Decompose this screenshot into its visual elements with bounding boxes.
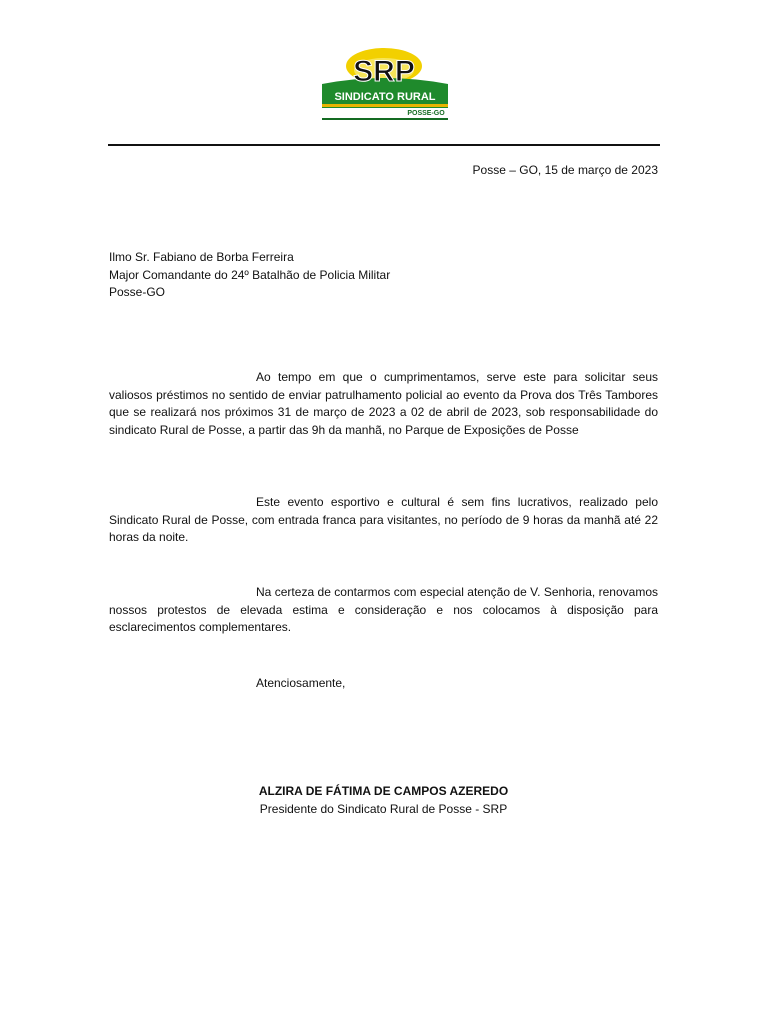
recipient-block bbox=[109, 249, 609, 302]
srp-logo-graphic bbox=[308, 44, 458, 144]
signatory-name: ALZIRA DE FÁTIMA DE CAMPOS AZEREDO bbox=[258, 784, 509, 798]
header-divider bbox=[108, 144, 660, 146]
letter-date: Posse – GO, 15 de março de 2023 bbox=[472, 163, 658, 177]
recipient-title: Major Comandante do 24º Batalhão de Policia Militar bbox=[109, 267, 391, 282]
closing: Atenciosamente, bbox=[256, 676, 346, 690]
body-paragraph-2: Este evento esportivo e cultural é sem fins lucrativos, realizado pelo Sindicato Rural de Posse, com entrada franca para visitantes, no período de 9 horas da manhã até 22 horas da noite. bbox=[109, 495, 658, 544]
recipient-location: Posse-GO bbox=[109, 285, 166, 299]
recipient-name: Ilmo Sr. Fabiano de Borba Ferreira bbox=[109, 250, 294, 264]
srp-logo bbox=[308, 44, 458, 144]
logo-line1: SINDICATO RURAL bbox=[334, 91, 436, 103]
logo-acronym: SRP bbox=[353, 55, 415, 88]
body-paragraph-3: Na certeza de contarmos com especial atenção de V. Senhoria, renovamos nossos protestos de elevada estima e consideração e nos colocamos à disposição para esclarecimentos complementares. bbox=[109, 585, 658, 634]
body-paragraph-1: Ao tempo em que o cumprimentamos, serve este para solicitar seus valiosos préstimos no sentido de enviar patrulhamento policial ao evento da Prova dos Três Tambores que se realizará nos próximos 31 de março de 2023 a 02 de abril de 2023, sob responsabilidade do sindicato Rural de Posse, a partir das 9h da manhã, no Parque de Exposições de Posse bbox=[109, 370, 658, 437]
signatory-role: Presidente do Sindicato Rural de Posse - SRP bbox=[259, 801, 508, 816]
signature-block bbox=[109, 783, 658, 818]
logo-line2: POSSE-GO bbox=[407, 110, 445, 117]
